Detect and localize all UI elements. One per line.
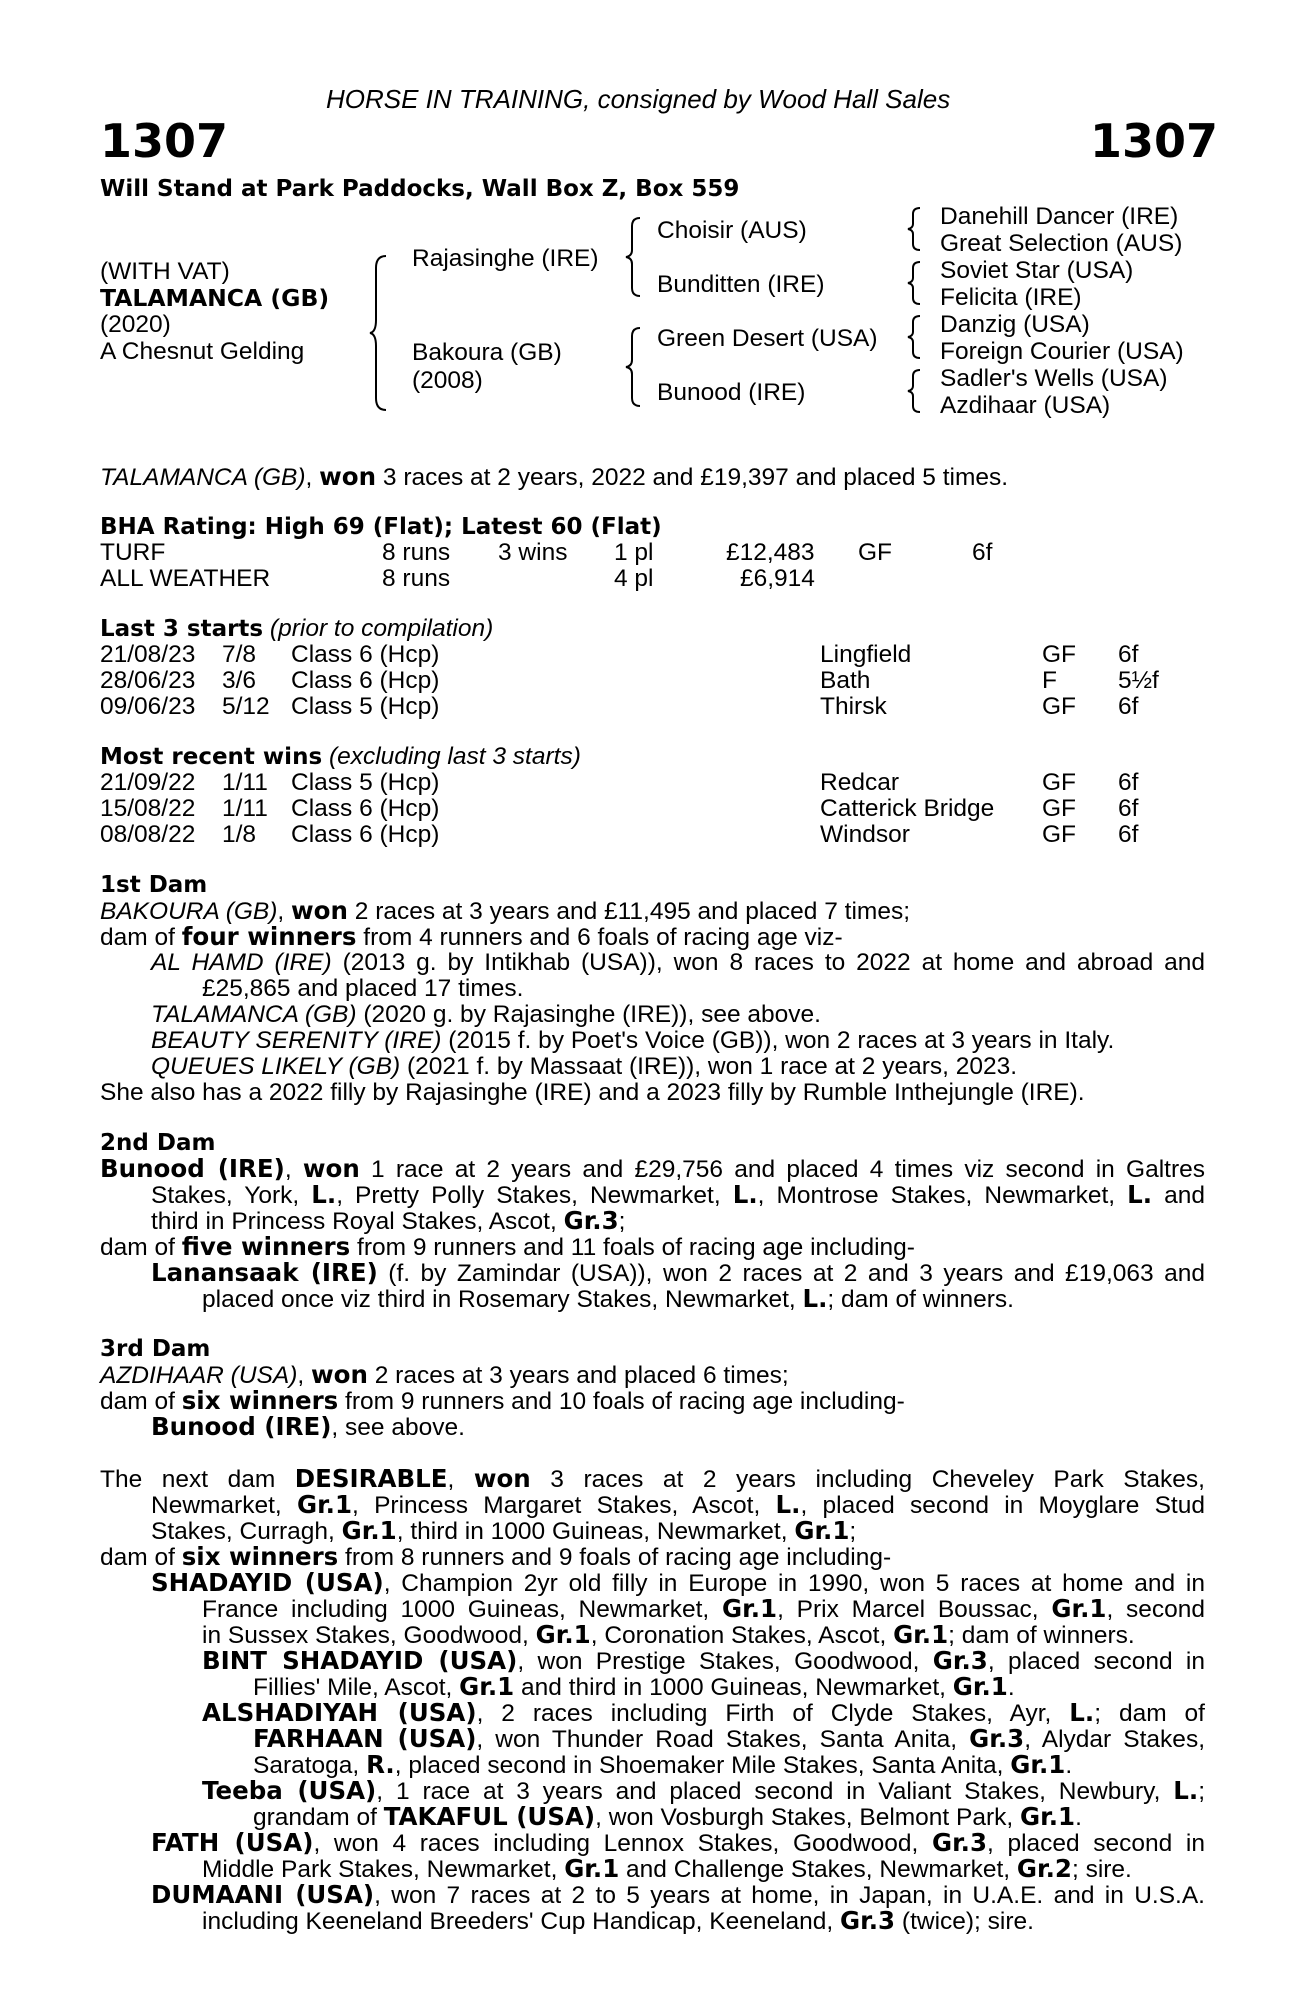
grade-label: Gr.1 [459, 1672, 515, 1701]
recent-wins-title [100, 744, 581, 770]
next-dam-line-3 [151, 1518, 856, 1545]
listed-label: L. [732, 1180, 758, 1209]
produce-dumaani-cont [202, 1908, 1034, 1935]
text: Fillies' Mile, Ascot, [253, 1674, 460, 1701]
second-dam-line-1: Bunood (IRE), won 1 race at 2 years and £29,756 and placed 4 times viz second in Galtres [100, 1154, 1205, 1183]
text: in Sussex Stakes, Goodwood, [202, 1622, 536, 1649]
win-course: Redcar [820, 769, 899, 796]
catalogue-subtitle: HORSE IN TRAINING, consigned by Wood Hall Sales [326, 84, 951, 114]
produce-name: FATH (USA) [151, 1828, 314, 1857]
produce-bunood [151, 1414, 465, 1441]
text: , won 7 races at 2 to 5 years at home, in Japan, in U.A.E. and in U.S.A. [374, 1882, 1205, 1909]
produce-name: DUMAANI (USA) [151, 1880, 375, 1909]
won-label: won [473, 1464, 531, 1493]
second-dam-produce-line [100, 1234, 915, 1261]
rating-money: £12,483 [726, 539, 815, 566]
pedigree-dam: Bakoura (GB) [412, 339, 562, 366]
win-distance: 6f [1118, 769, 1139, 796]
win-class: Class 6 (Hcp) [291, 795, 440, 822]
rating-placed: 4 pl [614, 565, 654, 592]
text: , won Prestige Stakes, Goodwood, [517, 1648, 933, 1675]
text: ; dam of winners. [827, 1286, 1014, 1313]
grade-label: Gr.1 [341, 1516, 397, 1545]
last3-note: (prior to compilation) [263, 615, 494, 642]
pedigree-gen2-2: Bunditten (IRE) [657, 271, 825, 298]
produce-farhaan-cont [253, 1752, 1072, 1779]
text: , won Vosburgh Stakes, Belmont Park, [595, 1804, 1021, 1831]
produce-farhaan [253, 1726, 1205, 1753]
listed-label: L. [1069, 1698, 1095, 1727]
text: dam of [100, 1388, 182, 1415]
text: from 9 runners and 11 foals of racing age including- [350, 1234, 915, 1261]
produce-alshadiyah [202, 1700, 1205, 1727]
rating-wins: 3 wins [498, 539, 568, 566]
text: (2015 f. by Poet's Voice (GB)), won 2 races at 3 years in Italy. [441, 1027, 1115, 1054]
win-distance: 6f [1118, 821, 1139, 848]
pedigree-gen3-4: Felicita (IRE) [940, 284, 1082, 311]
text: and [1152, 1182, 1205, 1209]
pedigree-gen3-6: Foreign Courier (USA) [940, 338, 1184, 365]
text: placed once viz third in Rosemary Stakes, Newmarket, [202, 1286, 803, 1313]
third-dam-produce-line [100, 1388, 905, 1415]
pedigree-gen2-1: Choisir (AUS) [657, 217, 807, 244]
produce-lanansaak-cont [202, 1286, 1014, 1313]
first-dam-name: BAKOURA (GB) [100, 898, 278, 925]
listed-label: L. [775, 1490, 801, 1519]
pedigree-brace-g3-1 [908, 206, 924, 252]
second-dam-heading: 2nd Dam [100, 1130, 216, 1156]
lot-number-left: 1307 [100, 114, 229, 168]
produce-name: BINT SHADAYID (USA) [202, 1646, 518, 1675]
bha-rating-title: BHA Rating: High 69 (Flat); Latest 60 (Flat) [100, 514, 662, 540]
produce-name: FARHAAN (USA) [253, 1724, 477, 1753]
start-course: Lingfield [820, 641, 912, 668]
text: (twice); sire. [895, 1908, 1034, 1935]
text: , 1 race at 3 years and placed second in Valiant Stakes, Newbury, [376, 1778, 1174, 1805]
produce-fath [151, 1830, 1205, 1857]
text: Newmarket, [151, 1492, 297, 1519]
text: Stakes, York, [151, 1182, 312, 1209]
text: dam of [100, 1234, 182, 1261]
lot-number-right: 1307 [1090, 114, 1219, 168]
start-going: GF [1042, 641, 1077, 668]
pedigree-gen2-4: Bunood (IRE) [657, 379, 806, 406]
horse-description: A Chesnut Gelding [100, 338, 305, 365]
text: , won 4 races including Lennox Stakes, Goodwood, [313, 1830, 932, 1857]
produce-name: Teeba (USA) [202, 1776, 377, 1805]
start-going: GF [1042, 693, 1077, 720]
last3-title-text: Last 3 starts [100, 616, 264, 642]
grade-label: Gr.1 [1010, 1750, 1066, 1779]
produce-shadayid [151, 1570, 1205, 1597]
text: , Princess Margaret Stakes, Ascot, [352, 1492, 776, 1519]
text: from 9 runners and 10 foals of racing age including- [338, 1388, 905, 1415]
produce-al-hamd [151, 950, 1205, 976]
pedigree-brace-gen1 [370, 254, 390, 412]
grade-label: Gr.1 [722, 1594, 778, 1623]
pedigree-dam-year: (2008) [412, 367, 483, 394]
pedigree-gen3-1: Danehill Dancer (IRE) [940, 203, 1179, 230]
pedigree-brace-sire [626, 216, 644, 298]
start-class: Class 6 (Hcp) [291, 667, 440, 694]
won-label: won [311, 1360, 368, 1389]
third-dam-heading: 3rd Dam [100, 1336, 211, 1362]
text: 1 race at 2 years and £29,756 and placed 4 times viz second in Galtres [359, 1156, 1205, 1183]
grade-label: Gr.1 [1051, 1594, 1107, 1623]
produce-name: Bunood (IRE) [151, 1412, 332, 1441]
text: , Montrose Stakes, Newmarket, [757, 1182, 1128, 1209]
rating-surface: ALL WEATHER [100, 565, 271, 592]
recent-wins-title-text: Most recent wins [100, 744, 323, 770]
win-course: Windsor [820, 821, 910, 848]
text: ; [618, 1208, 626, 1235]
text: , Prix Marcel Boussac, [777, 1596, 1052, 1623]
produce-name: QUEUES LIKELY (GB) [151, 1053, 401, 1080]
third-dam-line: AZDIHAAR (USA), won 2 races at 3 years and placed 6 times; [100, 1360, 789, 1389]
win-going: GF [1042, 795, 1077, 822]
first-dam-heading: 1st Dam [100, 872, 208, 898]
last3-title [100, 616, 493, 642]
start-date: 09/06/23 [100, 693, 196, 720]
pedigree-gen3-7: Sadler's Wells (USA) [940, 365, 1168, 392]
start-going: F [1042, 667, 1057, 694]
start-position: 7/8 [222, 641, 257, 668]
produce-teeba [202, 1778, 1205, 1805]
pedigree-brace-g3-2 [908, 260, 924, 306]
produce-shadayid-cont-1 [202, 1596, 1205, 1623]
listed-label: L. [311, 1180, 337, 1209]
text: ; dam of [1094, 1700, 1205, 1727]
win-position: 1/11 [222, 795, 268, 822]
text: and third in 1000 Guineas, Newmarket, [514, 1674, 953, 1701]
text: , won Thunder Road Stakes, Santa Anita, [476, 1726, 970, 1753]
win-going: GF [1042, 821, 1077, 848]
rating-going: GF [858, 539, 893, 566]
produce-teeba-cont [253, 1804, 1082, 1831]
win-position: 1/11 [222, 769, 268, 796]
text: dam of [100, 1544, 182, 1571]
text: , Pretty Polly Stakes, Newmarket, [336, 1182, 733, 1209]
grade-label: Gr.1 [296, 1490, 353, 1519]
winner-count: six winners [181, 1386, 339, 1415]
text: , placed second in Shoemaker Mile Stakes, Santa Anita, [394, 1752, 1011, 1779]
grade-label: Gr.1 [794, 1516, 850, 1545]
second-dam-line-3 [151, 1208, 625, 1235]
start-distance: 6f [1118, 693, 1139, 720]
produce-queues-likely [151, 1054, 1017, 1080]
produce-name: SHADAYID (USA) [151, 1568, 384, 1597]
pedigree-gen3-5: Danzig (USA) [940, 311, 1090, 338]
produce-name: BEAUTY SERENITY (IRE) [151, 1027, 442, 1054]
rating-placed: 1 pl [614, 539, 654, 566]
produce-lanansaak [151, 1260, 1205, 1287]
produce-name: Lanansaak (IRE) [151, 1258, 378, 1287]
pedigree-gen3-8: Azdihaar (USA) [940, 392, 1111, 419]
recent-wins-note: (excluding last 3 starts) [322, 743, 581, 770]
win-going: GF [1042, 769, 1077, 796]
text: (2013 g. by Intikhab (USA)), won 8 races to 2022 at home and abroad and [331, 949, 1206, 976]
text: . [1007, 1674, 1015, 1701]
text: dam of [100, 924, 182, 951]
summary-text: 3 races at 2 years, 2022 and £19,397 and placed 5 times. [376, 464, 1009, 491]
text: 3 races at 2 years including Cheveley Park Stakes, [530, 1466, 1205, 1493]
win-class: Class 5 (Hcp) [291, 769, 440, 796]
text: France including 1000 Guineas, Newmarket, [202, 1596, 722, 1623]
produce-beauty-serenity [151, 1028, 1114, 1054]
text: 2 races at 3 years and £11,495 and placed 7 times; [347, 898, 911, 925]
text: (2021 f. by Massaat (IRE)), won 1 race at 2 years, 2023. [400, 1053, 1018, 1080]
start-position: 3/6 [222, 667, 257, 694]
text: ; [1198, 1778, 1206, 1805]
produce-bint-shadayid [202, 1648, 1205, 1675]
text: , Coronation Stakes, Ascot, [590, 1622, 894, 1649]
text: (f. by Zamindar (USA)), won 2 races at 2 and 3 years and £19,063 and [377, 1260, 1205, 1287]
text: , second [1106, 1596, 1206, 1623]
next-dam-line-1: The next dam DESIRABLE, won 3 races at 2 years including Cheveley Park Stakes, [100, 1464, 1205, 1493]
produce-name: ALSHADIYAH (USA) [202, 1698, 477, 1727]
text: from 4 runners and 6 foals of racing age viz- [356, 924, 843, 951]
next-dam-name: DESIRABLE [294, 1464, 448, 1493]
restricted-label: R. [366, 1750, 395, 1779]
start-distance: 6f [1118, 641, 1139, 668]
grade-label: Gr.3 [931, 1828, 988, 1857]
produce-dumaani [151, 1882, 1205, 1909]
grade-label: Gr.3 [840, 1906, 896, 1935]
text: , placed second in Moyglare Stud [800, 1492, 1205, 1519]
text: , 2 races including Firth of Clyde Stakes, Ayr, [476, 1700, 1070, 1727]
win-distance: 6f [1118, 795, 1139, 822]
start-course: Bath [820, 667, 871, 694]
text: third in Princess Royal Stakes, Ascot, [151, 1208, 564, 1235]
text: . [1075, 1804, 1082, 1831]
grade-label: Gr.1 [1020, 1802, 1076, 1831]
winner-count: six winners [181, 1542, 339, 1571]
text: including Keeneland Breeders' Cup Handicap, Keeneland, [202, 1908, 841, 1935]
listed-label: L. [1127, 1180, 1153, 1209]
text: ; sire. [1071, 1856, 1132, 1883]
produce-shadayid-cont-2 [202, 1622, 1135, 1649]
text: grandam of [253, 1804, 384, 1831]
produce-talamanca [151, 1002, 821, 1028]
grade-label: Gr.1 [564, 1854, 620, 1883]
text: , see above. [331, 1414, 465, 1441]
horse-name: TALAMANCA (GB) [100, 284, 330, 312]
produce-name: TAKAFUL (USA) [383, 1802, 596, 1831]
start-date: 21/08/23 [100, 641, 196, 668]
win-date: 15/08/22 [100, 795, 196, 822]
pedigree-gen2-3: Green Desert (USA) [657, 325, 878, 352]
produce-name: AL HAMD (IRE) [151, 949, 332, 976]
win-position: 1/8 [222, 821, 257, 848]
grade-label: Gr.1 [893, 1620, 949, 1649]
grade-label: Gr.3 [932, 1646, 988, 1675]
pedigree-gen3-3: Soviet Star (USA) [940, 257, 1134, 284]
horse-year: (2020) [100, 311, 171, 338]
pedigree-brace-dam [626, 326, 644, 408]
text: ; [849, 1518, 857, 1545]
rating-runs: 8 runs [382, 539, 451, 566]
grade-label: Gr.1 [535, 1620, 591, 1649]
start-distance: 5½f [1118, 667, 1159, 694]
listed-label: L. [1173, 1776, 1199, 1805]
grade-label: Gr.2 [1016, 1854, 1072, 1883]
start-course: Thirsk [820, 693, 887, 720]
grade-label: Gr.1 [952, 1672, 1008, 1701]
text: The next dam [100, 1466, 295, 1493]
text: Stakes, Curragh, [151, 1518, 342, 1545]
win-date: 21/09/22 [100, 769, 196, 796]
next-dam-line-2 [151, 1492, 1205, 1519]
produce-al-hamd-cont: £25,865 and placed 17 times. [202, 975, 524, 1002]
first-dam-also: She also has a 2022 filly by Rajasinghe (IRE) and a 2023 filly by Rumble Inthejungle (IRE). [100, 1079, 1085, 1106]
grade-label: Gr.3 [563, 1206, 619, 1235]
produce-fath-cont [202, 1856, 1132, 1883]
start-position: 5/12 [222, 693, 270, 720]
second-dam-line-2 [151, 1182, 1205, 1209]
text: , Alydar Stakes, [1024, 1726, 1205, 1753]
pedigree-sire: Rajasinghe (IRE) [412, 245, 599, 272]
text: and Challenge Stakes, Newmarket, [619, 1856, 1017, 1883]
pedigree-brace-g3-3 [908, 314, 924, 360]
start-class: Class 5 (Hcp) [291, 693, 440, 720]
rating-money: £6,914 [740, 565, 815, 592]
win-class: Class 6 (Hcp) [291, 821, 440, 848]
produce-bint-shadayid-cont [253, 1674, 1015, 1701]
win-course: Catterick Bridge [820, 795, 995, 822]
winner-count: five winners [181, 1232, 351, 1261]
vat-note: (WITH VAT) [100, 258, 230, 285]
grade-label: Gr.3 [969, 1724, 1025, 1753]
start-class: Class 6 (Hcp) [291, 641, 440, 668]
rating-distance: 6f [972, 539, 993, 566]
won-label: won [302, 1154, 360, 1183]
pedigree-gen3-2: Great Selection (AUS) [940, 230, 1183, 257]
pedigree-brace-g3-4 [908, 368, 924, 414]
next-dam-produce-line [100, 1544, 891, 1571]
start-date: 28/06/23 [100, 667, 196, 694]
summary-horse-name: TALAMANCA (GB) [100, 464, 306, 491]
text: Saratoga, [253, 1752, 367, 1779]
rating-surface: TURF [100, 539, 166, 566]
first-dam-line: BAKOURA (GB), won 2 races at 3 years and £11,495 and placed 7 times; [100, 896, 911, 925]
text: . [1065, 1752, 1073, 1779]
text: (2020 g. by Rajasinghe (IRE)), see above. [356, 1001, 821, 1028]
produce-name: TALAMANCA (GB) [151, 1001, 357, 1028]
first-dam-produce-line [100, 924, 843, 951]
text: ; dam of winners. [948, 1622, 1135, 1649]
text: , Champion 2yr old filly in Europe in 1990, won 5 races at home and in [383, 1570, 1205, 1597]
text: Middle Park Stakes, Newmarket, [202, 1856, 565, 1883]
text: 2 races at 3 years and placed 6 times; [367, 1362, 789, 1389]
rating-runs: 8 runs [382, 565, 451, 592]
listed-label: L. [802, 1284, 828, 1313]
text: , placed second in [987, 1830, 1205, 1857]
second-dam-name: Bunood (IRE) [100, 1154, 285, 1183]
text: , third in 1000 Guineas, Newmarket, [396, 1518, 795, 1545]
summary-won: won [319, 462, 377, 491]
win-date: 08/08/22 [100, 821, 196, 848]
race-summary: TALAMANCA (GB), won 3 races at 2 years, 2022 and £19,397 and placed 5 times. [100, 462, 1009, 491]
third-dam-name: AZDIHAAR (USA) [100, 1362, 298, 1389]
winner-count: four winners [181, 922, 357, 951]
won-label: won [291, 896, 348, 925]
stand-location: Will Stand at Park Paddocks, Wall Box Z, Box 559 [100, 176, 740, 202]
text: from 8 runners and 9 foals of racing age including- [338, 1544, 892, 1571]
text: , placed second in [987, 1648, 1205, 1675]
